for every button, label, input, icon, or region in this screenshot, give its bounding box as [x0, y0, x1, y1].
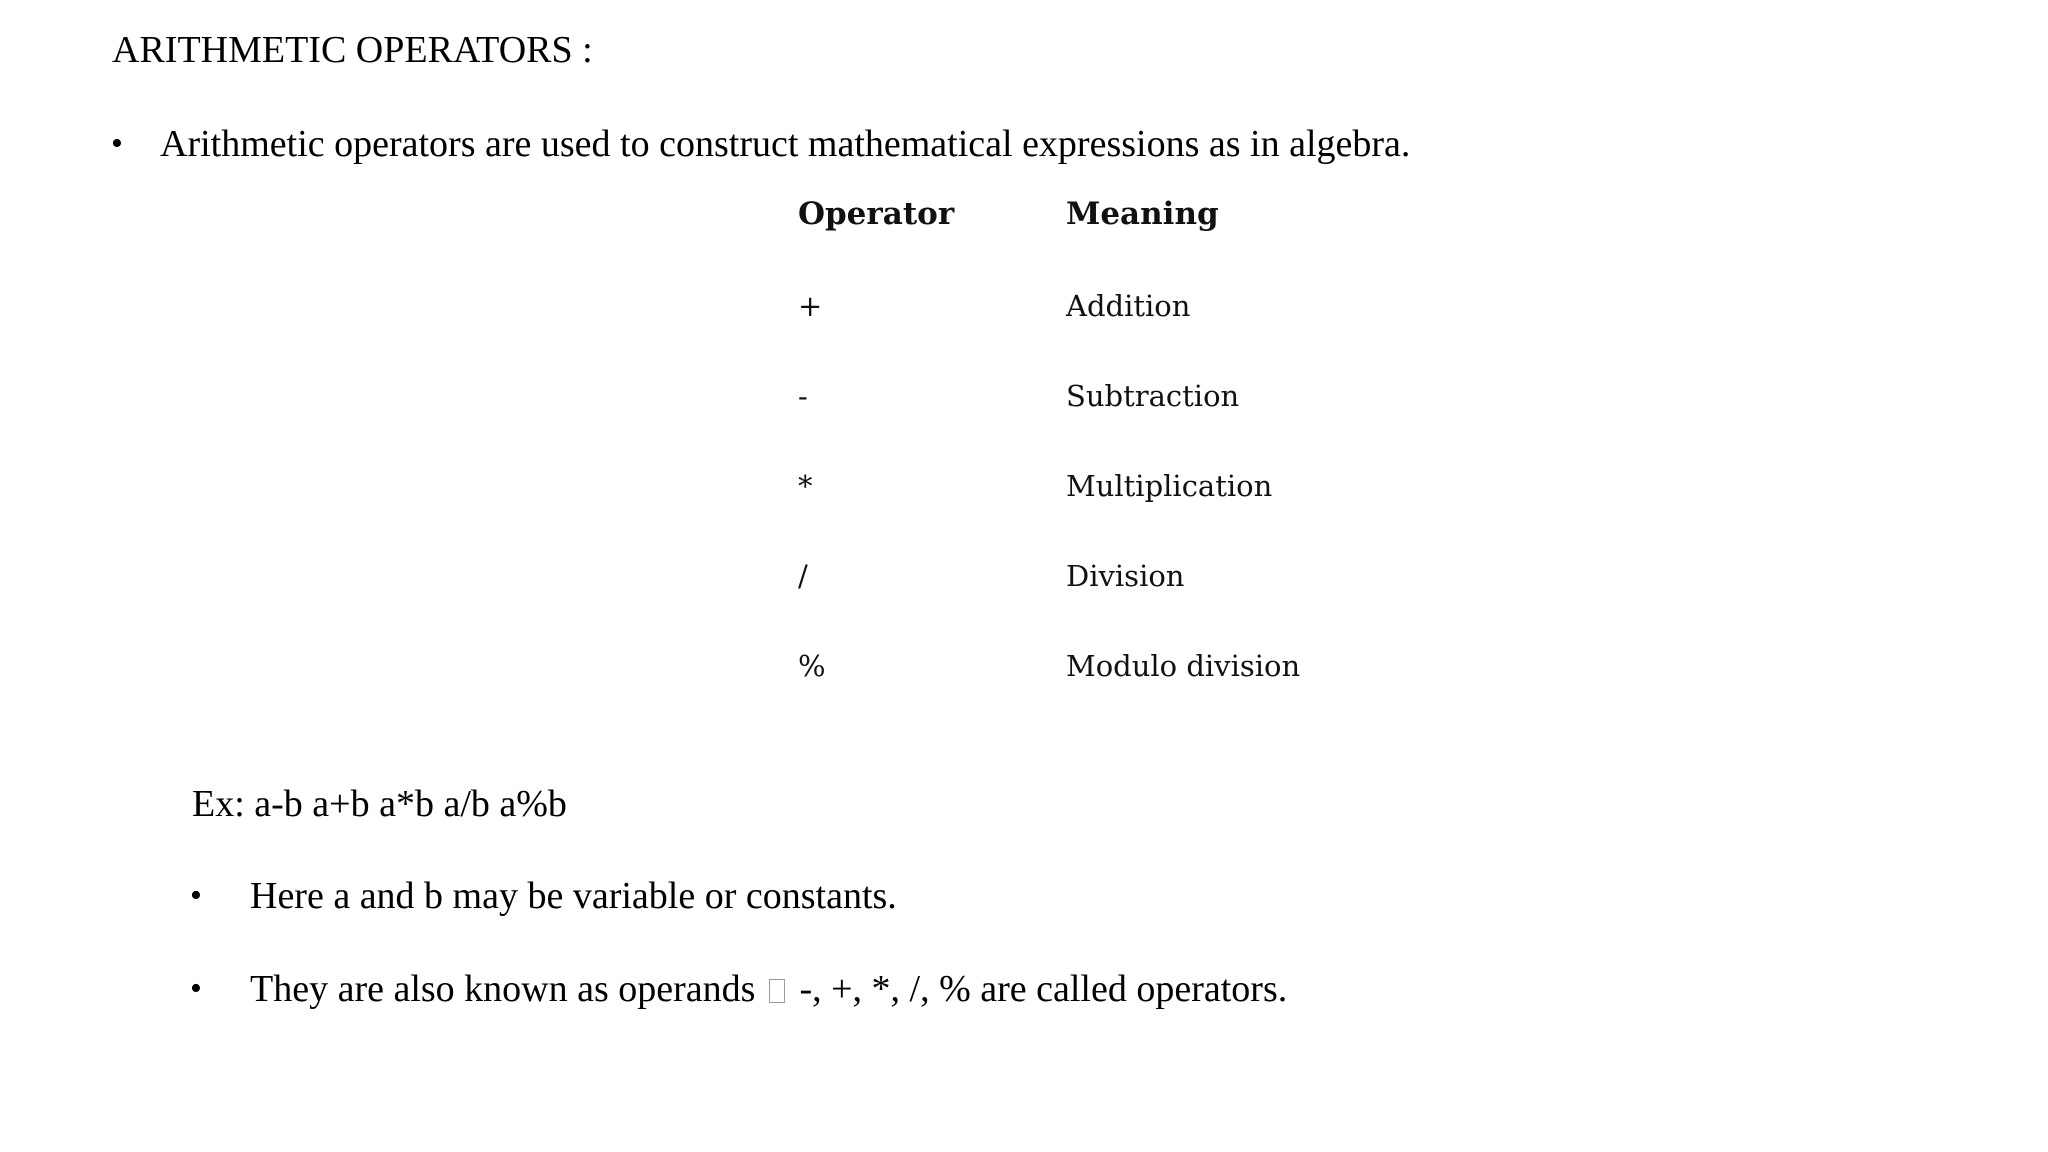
note-operands-prefix: They are also known as operands	[250, 968, 756, 1010]
meaning-column-header: Meaning	[1066, 196, 1219, 232]
note-variables: Here a and b may be variable or constants.	[250, 875, 897, 917]
meaning-cell: Modulo division	[1066, 649, 1301, 683]
example-expression: Ex: a-b a+b a*b a/b a%b	[192, 783, 567, 825]
note-operands	[250, 963, 1287, 1015]
meaning-cell: Division	[1066, 559, 1185, 593]
operator-column-header: Operator	[798, 196, 955, 232]
note-operands-suffix: -, +, *, /, % are called operators.	[799, 968, 1288, 1010]
table-row	[780, 644, 1340, 688]
intro-text: Arithmetic operators are used to construct mathematical expressions as in algebra.	[160, 123, 1411, 165]
meaning-cell: Multiplication	[1066, 469, 1273, 503]
table-row	[780, 284, 1340, 328]
table-row	[780, 374, 1340, 418]
bullet-marker: •	[111, 125, 123, 162]
page-title: ARITHMETIC OPERATORS :	[112, 29, 593, 71]
operator-cell: /	[798, 559, 808, 593]
operator-cell: +	[798, 289, 823, 323]
table-row	[780, 464, 1340, 508]
bullet-marker: •	[190, 877, 202, 914]
operators-table	[780, 186, 1340, 706]
table-row	[780, 554, 1340, 598]
operator-cell: *	[798, 469, 813, 503]
operator-cell: -	[798, 379, 808, 413]
meaning-cell: Subtraction	[1066, 379, 1240, 413]
operator-cell: %	[798, 649, 826, 683]
missing-glyph-icon	[769, 979, 785, 1003]
meaning-cell: Addition	[1066, 289, 1191, 323]
bullet-marker: •	[190, 970, 202, 1007]
